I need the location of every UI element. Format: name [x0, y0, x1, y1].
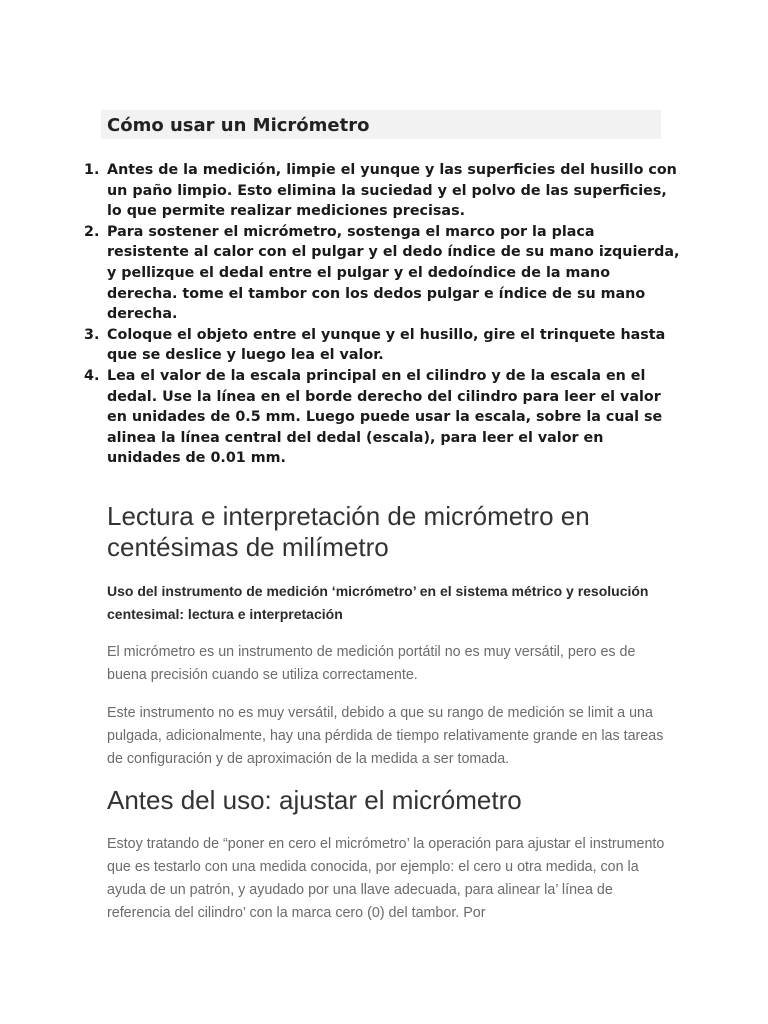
step-number: 2. — [84, 223, 100, 240]
list-item — [0, 222, 680, 325]
howto-title: Cómo usar un Micrómetro — [107, 115, 370, 136]
calibration-section-title: Antes del uso: ajustar el micrómetro — [107, 785, 522, 815]
reading-section-title: Lectura e interpretación de micrómetro en centésimas de milímetro — [107, 501, 590, 562]
list-item — [0, 366, 680, 469]
list-item — [0, 325, 680, 366]
list-item — [0, 160, 680, 222]
howto-steps-list — [0, 160, 680, 469]
step-number: 4. — [84, 367, 100, 384]
reading-subtitle: Uso del instrumento de medición ‘micrómetro’ en el sistema métrico y resolución centesimal: lectura e interpretación — [107, 583, 649, 622]
step-text: Antes de la medición, limpie el yunque y las superficies del husillo con un paño limpio. Esto elimina la suciedad y el polvo de las superficies, lo que permite realizar mediciones precisas. — [107, 162, 677, 220]
reading-paragraph-2: Este instrumento no es muy versátil, debido a que su rango de medición se limit a una pulgada, adicionalmente, hay una pérdida de tiempo relativamente grande en las tareas de configuración y de aproximación de la medida a ser tomada. — [107, 705, 664, 767]
reading-paragraph-1: El micrómetro es un instrumento de medición portátil no es muy versátil, pero es de buena precisión cuando se utiliza correctamente. — [107, 644, 636, 683]
step-number: 1. — [84, 162, 100, 178]
step-number: 3. — [84, 326, 100, 343]
calibration-paragraph: Estoy tratando de “poner en cero el micrómetro’ la operación para ajustar el instrumento que es testarlo con una medida conocida, por ejemplo: el cero u otra medida, con la ayuda de un patrón, y ayudado por una llave adecuada, para alinear la’ línea de referencia del cilindro’ con la marca cero (0) del tambor. Por — [107, 836, 665, 921]
step-text: Para sostener el micrómetro, sostenga el marco por la placa resistente al calor con el pulgar y el dedo índice de su mano izquierda, y pellizque el dedal entre el pulgar y el dedoíndice de la mano derecha. tome el tambor con los dedos pulgar e índice de su mano derecha. — [107, 223, 680, 323]
step-text: Lea el valor de la escala principal en el cilindro y de la escala en el dedal. Use la línea en el borde derecho del cilindro para leer el valor en unidades de 0.5 mm. Luego puede usar la escala, sobre la cual se alinea la línea central del dedal (escala), para leer el valor en unidades de 0.01 mm. — [107, 367, 663, 467]
step-text: Coloque el objeto entre el yunque y el husillo, gire el trinquete hasta que se deslice y luego lea el valor. — [107, 326, 666, 364]
howto-heading-box — [101, 110, 661, 139]
